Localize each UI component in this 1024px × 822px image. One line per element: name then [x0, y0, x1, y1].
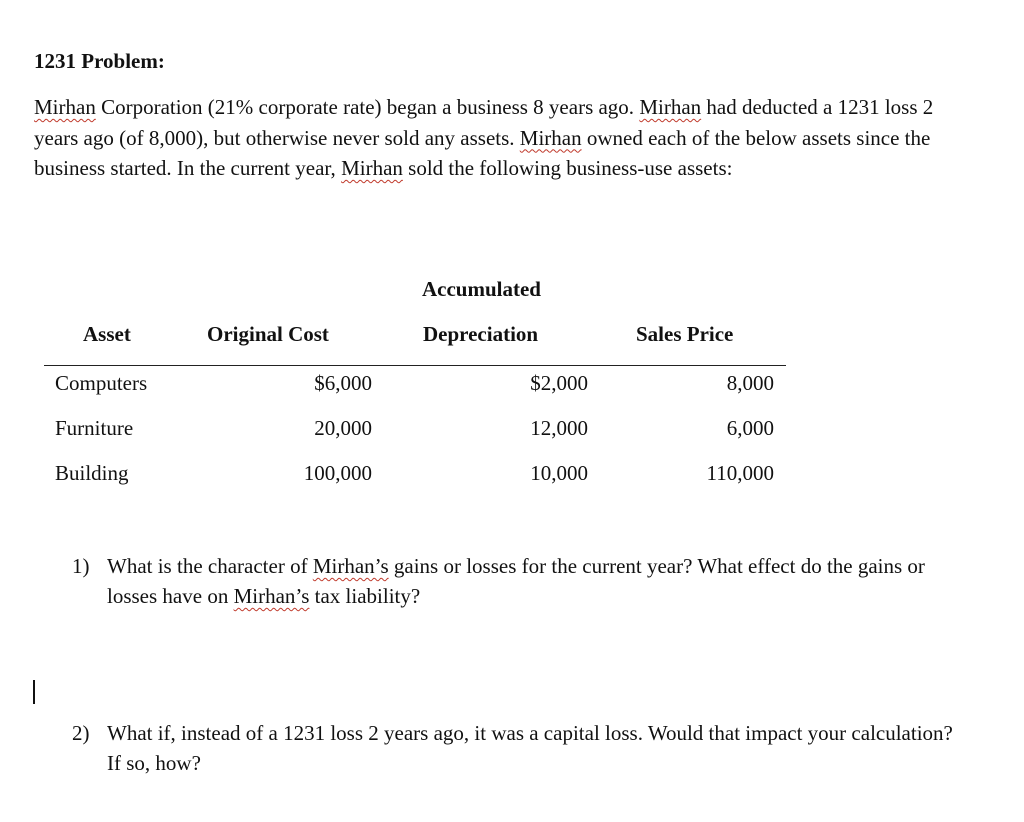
problem-title: 1231 Problem:: [34, 49, 165, 73]
cell-asset: Building: [55, 461, 129, 485]
header-asset: Asset: [83, 322, 131, 346]
question-text-part: tax liability?: [309, 584, 421, 608]
question-2: [72, 718, 972, 778]
header-depreciation: Depreciation: [423, 322, 539, 346]
cell-asset: Furniture: [55, 416, 134, 440]
description-text: owned each of the below assets since the business started. In the current year,: [34, 125, 931, 180]
cell-depreciation: $2,000: [530, 371, 588, 395]
company-name: Mirhan: [34, 95, 96, 119]
question-1: [72, 551, 972, 611]
company-name: Mirhan: [639, 95, 702, 119]
description-text: Corporation (21% corporate rate) began a business 8 years ago.: [95, 95, 640, 119]
question-text: [107, 551, 972, 611]
description-text: sold the following business-use assets:: [402, 156, 733, 180]
header-original-cost: Original Cost: [207, 322, 329, 346]
company-name: Mirhan: [519, 125, 582, 150]
cell-depreciation: 10,000: [530, 461, 588, 485]
cell-sales-price: 6,000: [726, 416, 774, 440]
company-name: Mirhan’s: [233, 584, 310, 608]
company-name: Mirhan’s: [312, 554, 389, 578]
question-text-part: What is the character of: [107, 554, 313, 578]
cell-sales-price: 8,000: [726, 371, 774, 395]
cell-original-cost: $6,000: [314, 371, 372, 395]
question-text: What if, instead of a 1231 loss 2 years ago, it was a capital loss. Would that impact your calculation? If so, how?: [107, 721, 953, 775]
question-number: 1): [72, 554, 90, 578]
cell-sales-price: 110,000: [706, 461, 774, 485]
cell-depreciation: 12,000: [530, 416, 588, 440]
company-name: Mirhan: [341, 156, 403, 180]
question-number: 2): [72, 721, 90, 745]
text-cursor: [33, 680, 35, 704]
problem-description: [34, 92, 964, 184]
header-sales-price: Sales Price: [636, 322, 734, 346]
description-text: had deducted a 1231 loss 2 years ago (of 8,000), but otherwise never sold any assets.: [34, 95, 934, 150]
header-accumulated: Accumulated: [422, 277, 541, 301]
cell-asset: Computers: [55, 371, 148, 395]
question-text-part: gains or losses for the current year? What effect do the gains or losses have on: [107, 554, 925, 608]
cell-original-cost: 100,000: [303, 461, 372, 485]
table-header-rule: [44, 365, 786, 366]
cell-original-cost: 20,000: [314, 416, 372, 440]
